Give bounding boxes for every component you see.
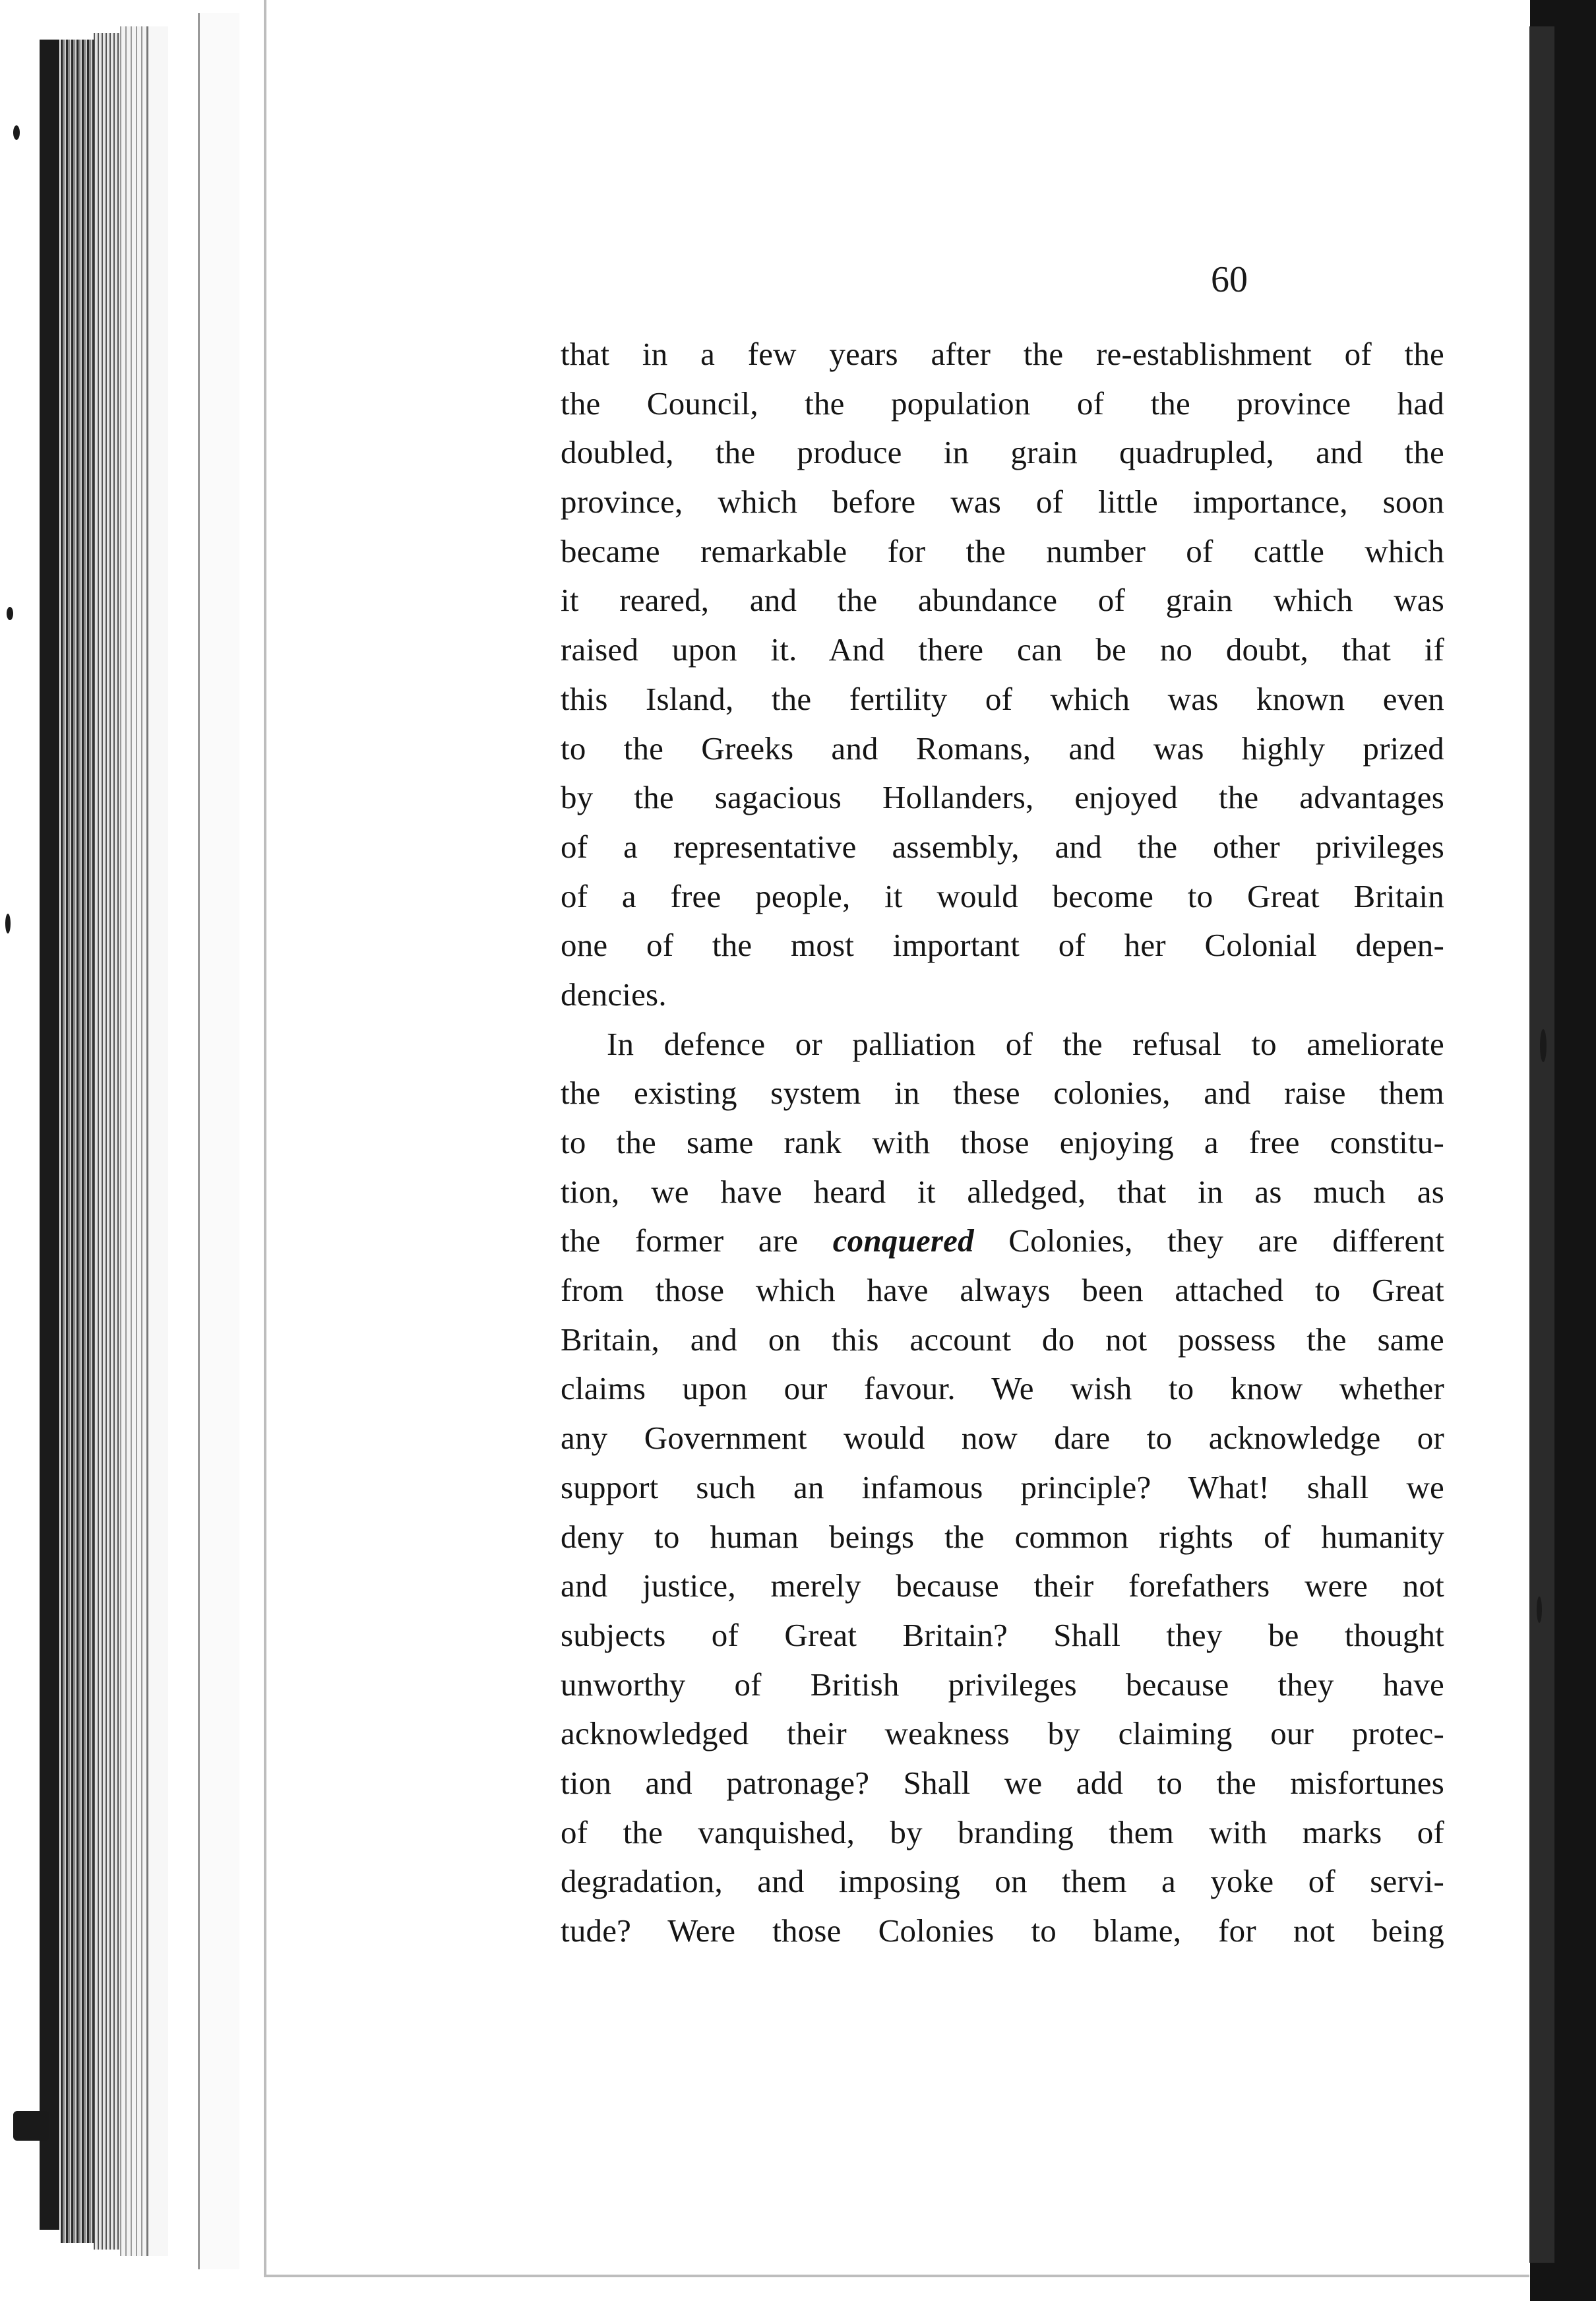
scan-speck (7, 607, 13, 620)
text-line: any Government would now dare to acknowledge or (561, 1420, 1444, 1457)
text-line: support such an infamous principle? What! shall we (561, 1468, 1444, 1505)
page-edge (94, 33, 120, 2250)
text-line: the existing system in these colonies, and raise them (561, 1075, 1444, 1112)
text-line: tion, we have heard it alledged, that in as much as (561, 1173, 1444, 1210)
text-fragment: the former are (561, 1222, 799, 1259)
scan-speck (13, 2111, 49, 2141)
text-line: of a free people, it would become to Great Britain (561, 877, 1444, 914)
text-line: unworthy of British privileges because they have (561, 1666, 1444, 1703)
text-line: raised upon it. And there can be no doubt, that if (561, 631, 1444, 668)
text-line: that in a few years after the re-establishment of the (561, 336, 1444, 372)
text-line: Britain, and on this account do not possess the same (561, 1321, 1444, 1358)
text-line: dencies. (561, 976, 667, 1013)
page-body-text (561, 330, 1444, 1956)
text-line: subjects of Great Britain? Shall they be thought (561, 1616, 1444, 1653)
italic-emphasis: conquered (832, 1222, 974, 1259)
text-fragment: Colonies, they are different (1008, 1222, 1445, 1259)
text-line: acknowledged their weakness by claiming our protec- (561, 1715, 1444, 1752)
page-edge (198, 13, 239, 2269)
text-line: claims upon our favour. We wish to know whether (561, 1370, 1444, 1407)
scan-speck (13, 125, 20, 140)
text-line: became remarkable for the number of cattle which (561, 532, 1444, 569)
text-line: from those which have always been attached to Great (561, 1272, 1444, 1309)
text-line: deny to human beings the common rights of humanity (561, 1518, 1444, 1555)
right-page-edge (1527, 26, 1554, 2263)
text-line: to the Greeks and Romans, and was highly prized (561, 730, 1444, 767)
text-line: to the same rank with those enjoying a free constitu- (561, 1124, 1444, 1160)
scan-speck (1540, 1029, 1547, 1062)
text-line: the Council, the population of the province had (561, 385, 1444, 422)
left-page-stack (0, 0, 257, 2301)
text-line: of a representative assembly, and the other privileges (561, 828, 1444, 865)
page-edge (146, 26, 168, 2256)
text-line: In defence or palliation of the refusal to ameliorate (607, 1025, 1444, 1062)
text-line: of the vanquished, by branding them with marks of (561, 1813, 1444, 1850)
text-line-mixed (561, 1216, 1444, 1266)
text-line: this Island, the fertility of which was known even (561, 680, 1444, 717)
page-edge (61, 40, 94, 2243)
text-line: degradation, and imposing on them a yoke of servi- (561, 1863, 1444, 1900)
text-line: doubled, the produce in grain quadrupled, and the (561, 434, 1444, 471)
scan-speck (1537, 1596, 1542, 1623)
page-edge (120, 26, 146, 2256)
page-number: 60 (1211, 259, 1248, 300)
text-line: province, which before was of little importance, soon (561, 484, 1444, 520)
page-edge (40, 40, 59, 2230)
text-line: tion and patronage? Shall we add to the misfortunes (561, 1764, 1444, 1801)
text-line: and justice, merely because their forefathers were not (561, 1567, 1444, 1604)
text-line: it reared, and the abundance of grain which was (561, 582, 1444, 619)
text-line: by the sagacious Hollanders, enjoyed the advantages (561, 779, 1444, 816)
text-line: tude? Were those Colonies to blame, for not being (561, 1912, 1444, 1949)
scan-speck (5, 914, 11, 933)
text-line: one of the most important of her Colonial depen- (561, 927, 1444, 964)
